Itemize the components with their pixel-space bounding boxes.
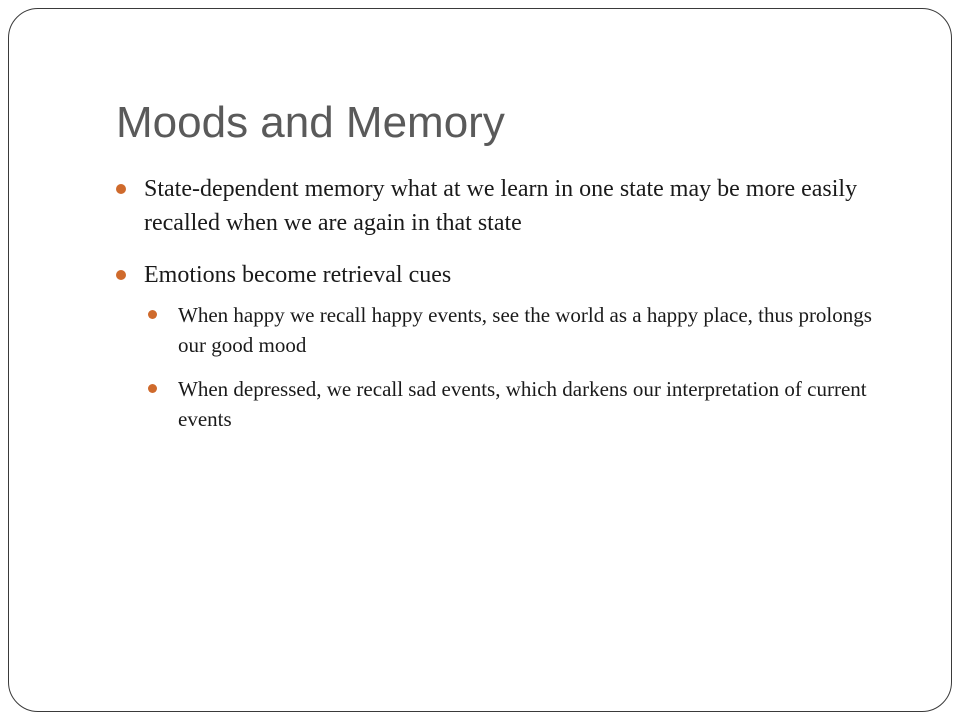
sub-bullet-text: When happy we recall happy events, see the world as a happy place, thus prolongs our good mood (178, 303, 872, 357)
bullet-list (116, 172, 886, 452)
sub-bullet-item (148, 374, 886, 434)
bullet-dot-icon (148, 310, 157, 319)
bullet-item (116, 172, 886, 240)
bullet-dot-icon (116, 184, 126, 194)
bullet-dot-icon (148, 384, 157, 393)
sub-bullet-list (148, 300, 886, 434)
bullet-text: Emotions become retrieval cues (144, 262, 452, 288)
bullet-dot-icon (116, 270, 126, 280)
slide-title: Moods and Memory (116, 98, 505, 147)
sub-bullet-item (148, 300, 886, 360)
bullet-item (116, 258, 886, 434)
slide-frame (8, 8, 952, 712)
sub-bullet-text: When depressed, we recall sad events, which darkens our interpretation of current events (178, 377, 867, 431)
bullet-text: State-dependent memory what at we learn in one state may be more easily recalled when we are again in that state (144, 176, 858, 236)
